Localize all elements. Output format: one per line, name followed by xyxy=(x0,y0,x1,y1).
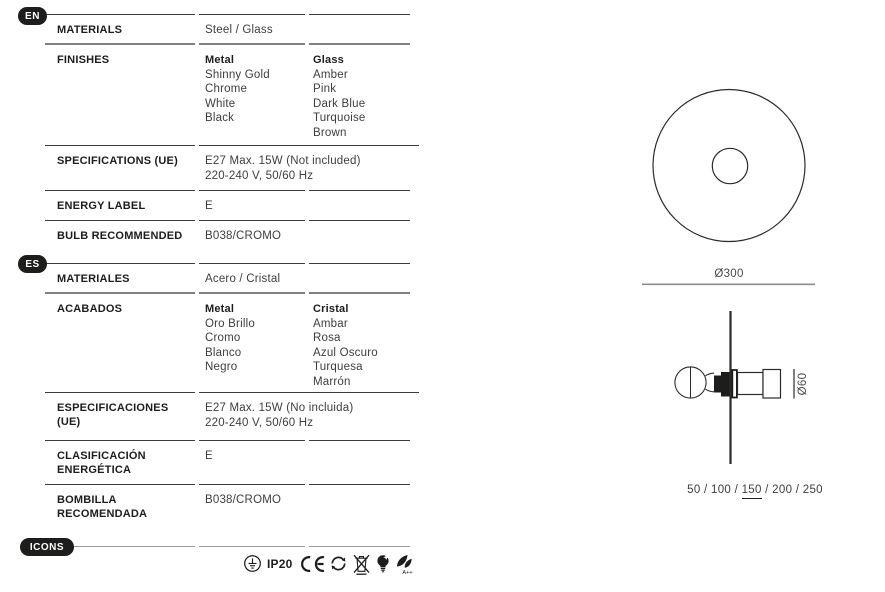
list-item: Cromo xyxy=(205,332,241,345)
front-diameter-label: Ø300 xyxy=(714,268,744,280)
spec-value-line: 220-240 V, 50/60 Hz xyxy=(205,169,314,182)
list-item: Negro xyxy=(205,361,238,374)
language-badge-es: ES xyxy=(18,255,47,273)
row-bulb-es xyxy=(45,484,410,546)
spec-value-line: E27 Max. 15W (Not included) xyxy=(205,155,361,167)
row-energy-label-en xyxy=(45,190,410,220)
language-badge-en: EN xyxy=(18,7,47,25)
spec-value: E xyxy=(199,440,305,484)
protective-earth-icon xyxy=(243,554,262,573)
spec-label: BOMBILLA RECOMENDADA xyxy=(45,484,195,546)
weee-crossed-bin-icon xyxy=(352,553,371,575)
list-item: Marrón xyxy=(313,375,351,388)
list-header: Metal xyxy=(205,303,235,315)
side-view-flange xyxy=(732,370,737,398)
side-view-end-cap xyxy=(763,370,781,399)
list-item: Dark Blue xyxy=(313,97,366,110)
icons-section-badge: ICONS xyxy=(20,538,74,556)
list-header: Glass xyxy=(313,54,344,66)
bulb-icon xyxy=(376,554,390,573)
list-item: Black xyxy=(205,112,235,125)
side-view-body xyxy=(738,373,764,395)
row-materials-es xyxy=(45,263,410,292)
table-bottom-rule xyxy=(45,546,410,547)
spec-label: SPECIFICATIONS (UE) xyxy=(45,145,195,190)
finishes-glass-list xyxy=(309,43,410,145)
finishes-glass-list xyxy=(309,292,410,392)
row-finishes-en xyxy=(45,43,410,145)
list-item: Brown xyxy=(313,126,347,139)
length-selected: 150 xyxy=(742,484,762,499)
row-finishes-es xyxy=(45,292,410,392)
spec-label: MATERIALS xyxy=(45,14,195,43)
front-view-outer-circle xyxy=(653,90,805,242)
list-item: Oro Brillo xyxy=(205,317,255,330)
spec-value: B038/CROMO xyxy=(199,484,305,546)
spec-value: Acero / Cristal xyxy=(199,263,305,292)
side-view-socket xyxy=(714,376,721,393)
length-options xyxy=(630,484,880,496)
list-item: Amber xyxy=(313,68,348,81)
list-item: Turquoise xyxy=(313,112,366,125)
row-energy-label-es xyxy=(45,440,410,484)
ce-mark-icon xyxy=(298,555,325,573)
list-item: Blanco xyxy=(205,346,242,359)
spec-label: ENERGY LABEL xyxy=(45,190,195,220)
specification-table xyxy=(45,14,410,547)
finishes-metal-list xyxy=(199,292,305,392)
spec-label: MATERIALES xyxy=(45,263,195,292)
row-bulb-en xyxy=(45,220,410,263)
length-options-post: / 200 / 250 xyxy=(761,484,823,496)
ip-rating-text: IP20 xyxy=(267,556,293,571)
list-item: Rosa xyxy=(313,332,341,345)
spec-label: CLASIFICACIÓN ENERGÉTICA xyxy=(45,440,195,484)
row-specifications-es xyxy=(45,392,410,440)
list-item: Pink xyxy=(313,83,337,96)
technical-drawing xyxy=(630,60,830,485)
spec-value: Steel / Glass xyxy=(199,14,305,43)
list-item: Chrome xyxy=(205,83,248,96)
front-view-inner-circle xyxy=(712,148,747,183)
list-item: Ambar xyxy=(313,317,348,330)
spec-value-line: 220-240 V, 50/60 Hz xyxy=(205,416,314,429)
row-specifications-en xyxy=(45,145,410,190)
row-materials-en xyxy=(45,14,410,43)
list-item: White xyxy=(205,97,236,110)
finishes-metal-list xyxy=(199,43,305,145)
length-options-pre: 50 / 100 / xyxy=(687,484,742,496)
spec-label: BULB RECOMMENDED xyxy=(45,220,195,263)
spec-label: ESPECIFICACIONES (UE) xyxy=(45,392,195,440)
energy-class-note: A++ xyxy=(401,569,413,575)
list-item: Azul Oscuro xyxy=(313,346,378,359)
list-item: Turquesa xyxy=(313,361,363,374)
green-dot-recycle-icon xyxy=(330,555,347,572)
list-item: Shinny Gold xyxy=(205,68,270,81)
list-header: Cristal xyxy=(313,303,349,315)
spec-label: FINISHES xyxy=(45,43,195,145)
energy-leaf-icon xyxy=(395,553,413,575)
spec-value: E xyxy=(199,190,305,220)
spec-label: ACABADOS xyxy=(45,292,195,392)
spec-value-line: E27 Max. 15W (No incluida) xyxy=(205,402,354,414)
side-diameter-label: Ø60 xyxy=(797,372,809,396)
list-header: Metal xyxy=(205,54,235,66)
certification-icons-row xyxy=(243,552,413,575)
spec-value: B038/CROMO xyxy=(199,220,305,263)
